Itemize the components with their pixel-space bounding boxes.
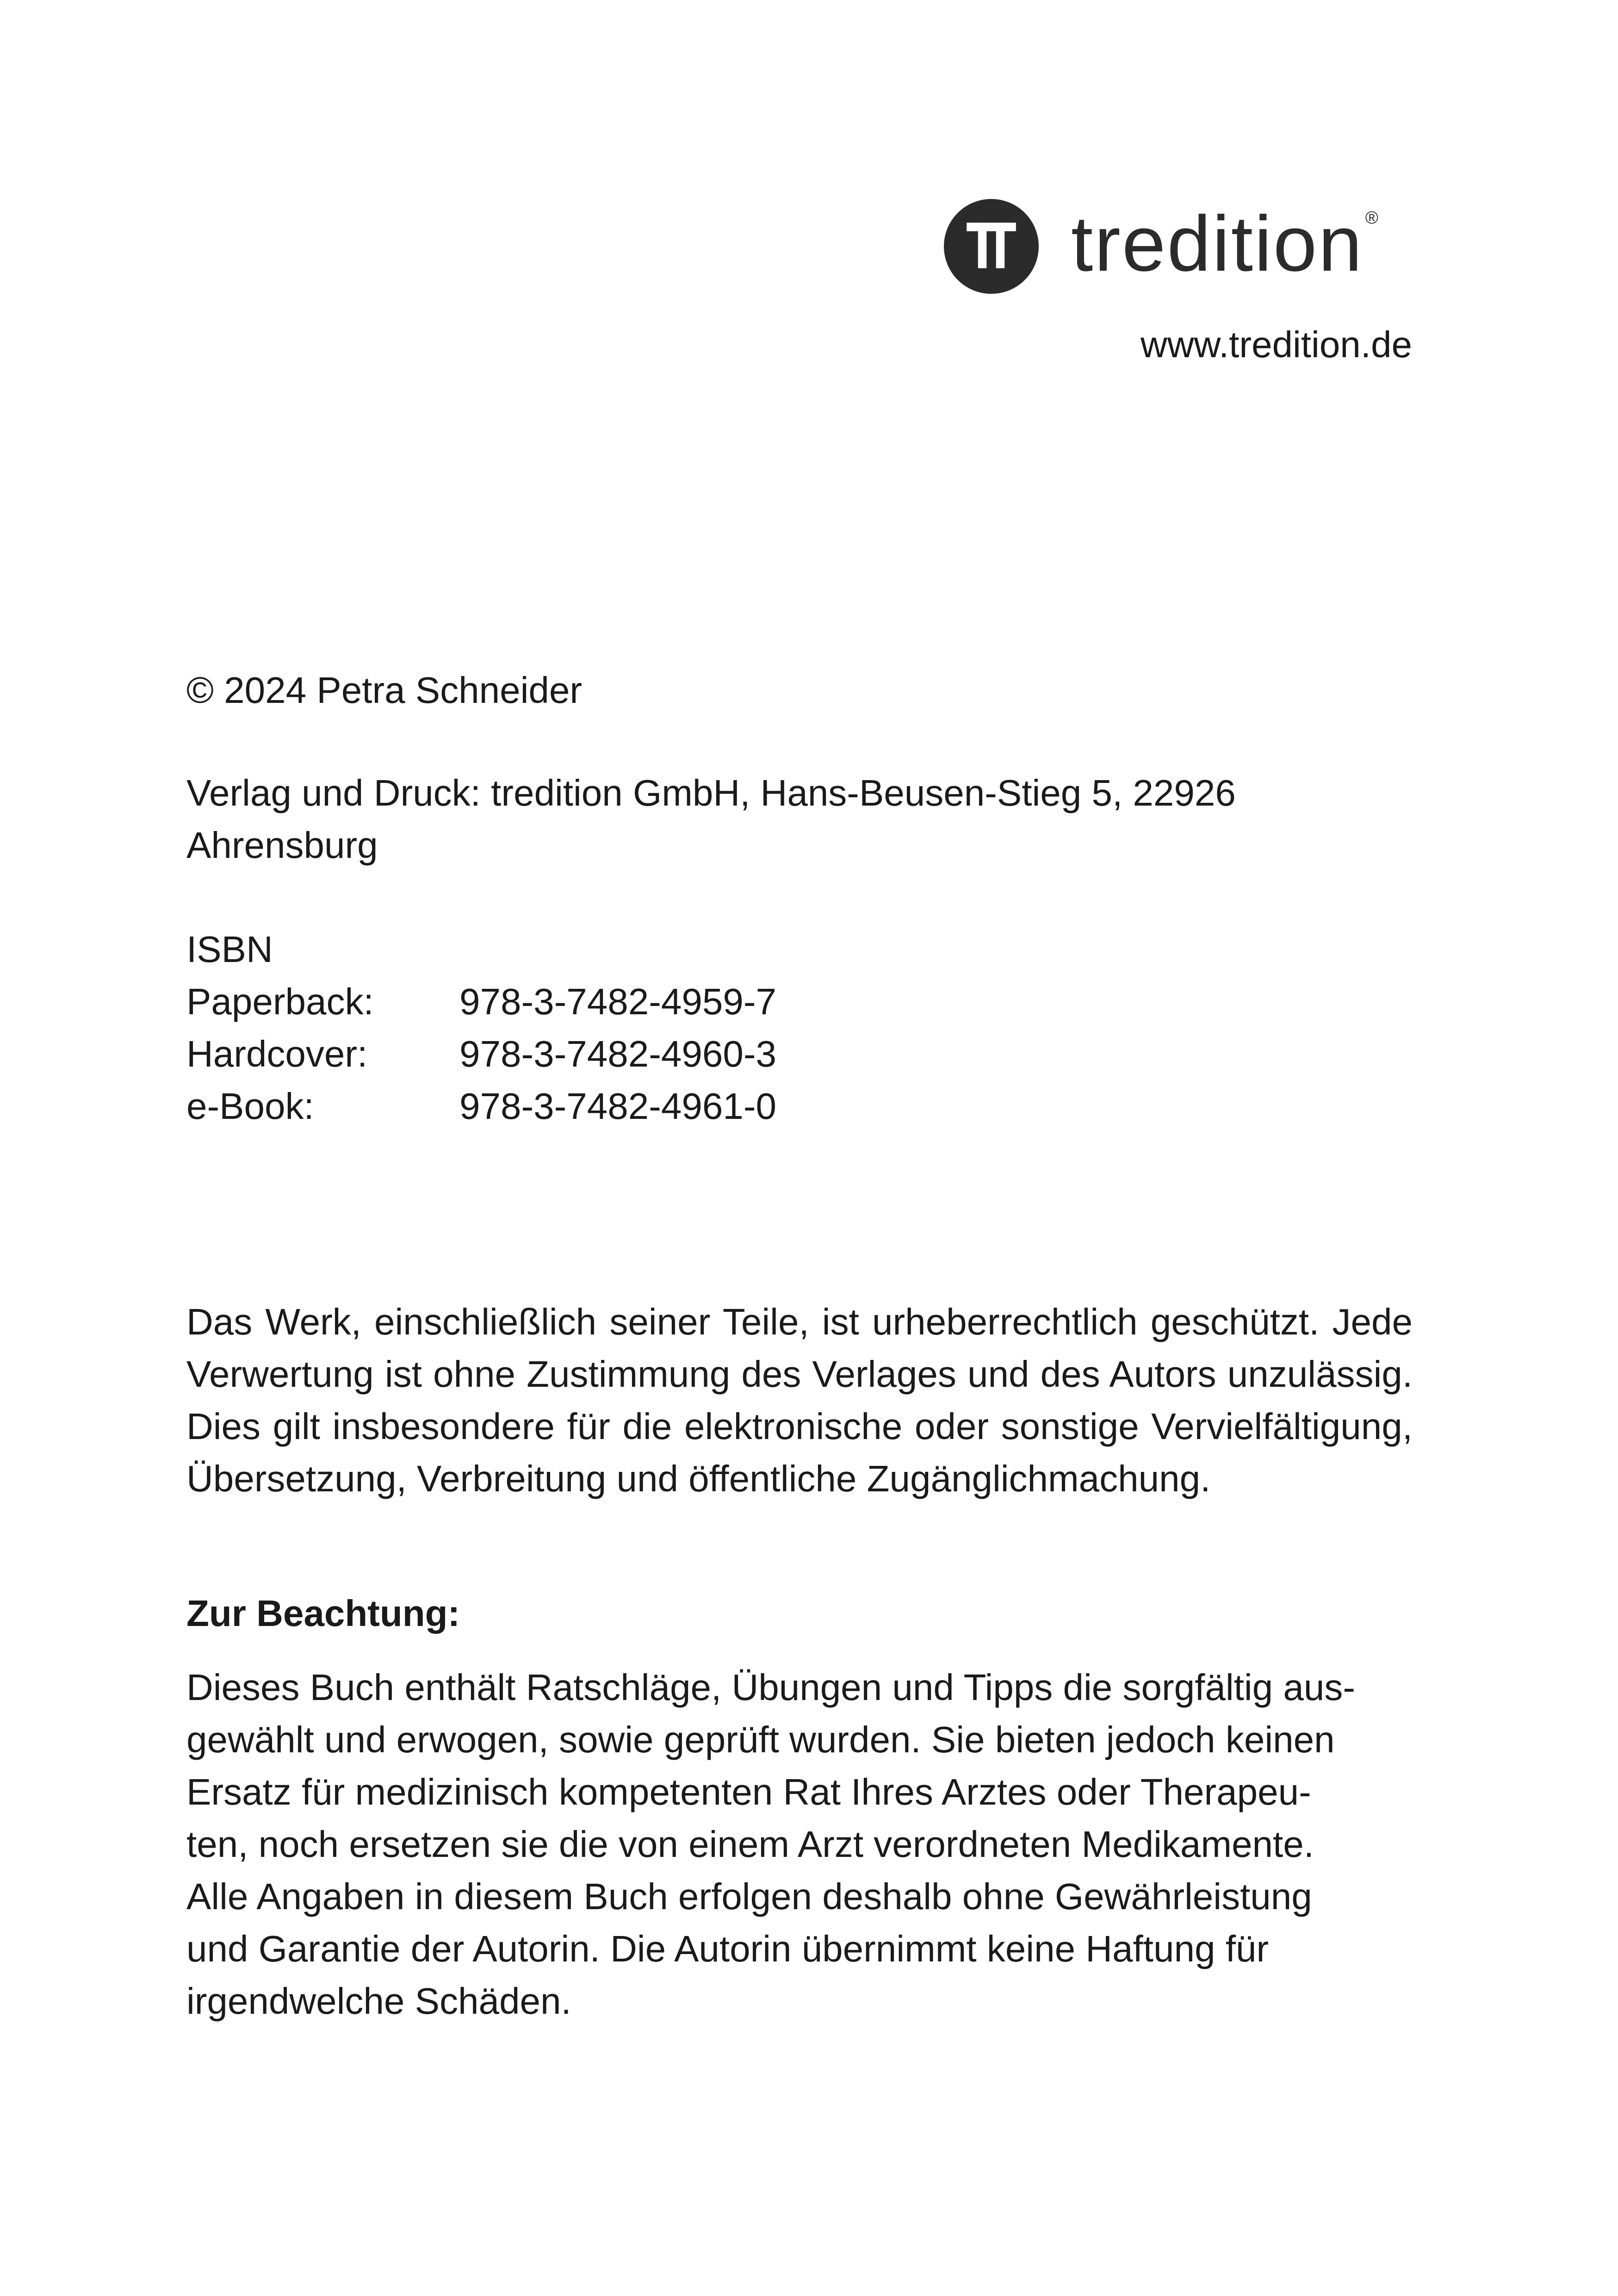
copyright-notice-paragraph: Das Werk, einschließlich seiner Teile, ist urheberrechtlich geschützt. Jede Verwertung ist ohne Zustimmung des Verlages und des Autors unzulässig. Dies gilt insbesondere für die elektronische oder sonstige Vervielfältigung, Übersetzung, Verbreitung und öffentliche Zugänglichmachung. (186, 1301, 1413, 1499)
isbn-section (186, 923, 1413, 1132)
notice-heading: Zur Beachtung: (186, 1593, 460, 1634)
notice-paragraph (186, 1661, 1413, 2027)
isbn-title: ISBN (186, 929, 273, 970)
isbn-value: 978-3-7482-4960-3 (459, 1033, 776, 1074)
publisher-url[interactable]: www.tredition.de (1141, 324, 1412, 365)
logo-wordmark: tredition ® (1071, 199, 1380, 288)
publisher-logo (944, 199, 1380, 294)
registered-mark: ® (1365, 208, 1380, 228)
notice-line: ten, noch ersetzen sie die von einem Arzt verordneten Medikamente. (186, 1824, 1314, 1865)
notice-line: Alle Angaben in diesem Buch erfolgen deshalb ohne Gewährleistung (186, 1876, 1312, 1917)
publisher-address (186, 767, 1413, 871)
publisher-address-line: Verlag und Druck: tredition GmbH, Hans-Beusen-Stieg 5, 22926 (186, 772, 1236, 813)
isbn-label: e-Book: (186, 1086, 314, 1127)
notice-line: Dieses Buch enthält Ratschläge, Übungen und Tipps die sorgfältig aus- (186, 1667, 1355, 1708)
notice-line: Ersatz für medizinisch kompetenten Rat Ihres Arztes oder Therapeu- (186, 1771, 1311, 1812)
isbn-row-ebook (186, 1080, 1413, 1132)
notice-line: und Garantie der Autorin. Die Autorin übernimmt keine Haftung für (186, 1928, 1269, 1969)
isbn-value: 978-3-7482-4961-0 (459, 1086, 776, 1127)
notice-line: irgendwelche Schäden. (186, 1980, 571, 2022)
isbn-label: Paperback: (186, 981, 374, 1022)
isbn-row-hardcover (186, 1028, 1413, 1080)
notice-line: gewählt und erwogen, sowie geprüft wurden. Sie bieten jedoch keinen (186, 1719, 1335, 1760)
copyright-line: © 2024 Petra Schneider (186, 670, 583, 711)
publisher-address-line: Ahrensburg (186, 825, 378, 866)
tredition-logo-icon (944, 199, 1039, 294)
isbn-label: Hardcover: (186, 1033, 368, 1074)
isbn-row-paperback (186, 975, 1413, 1028)
isbn-value: 978-3-7482-4959-7 (459, 981, 776, 1022)
